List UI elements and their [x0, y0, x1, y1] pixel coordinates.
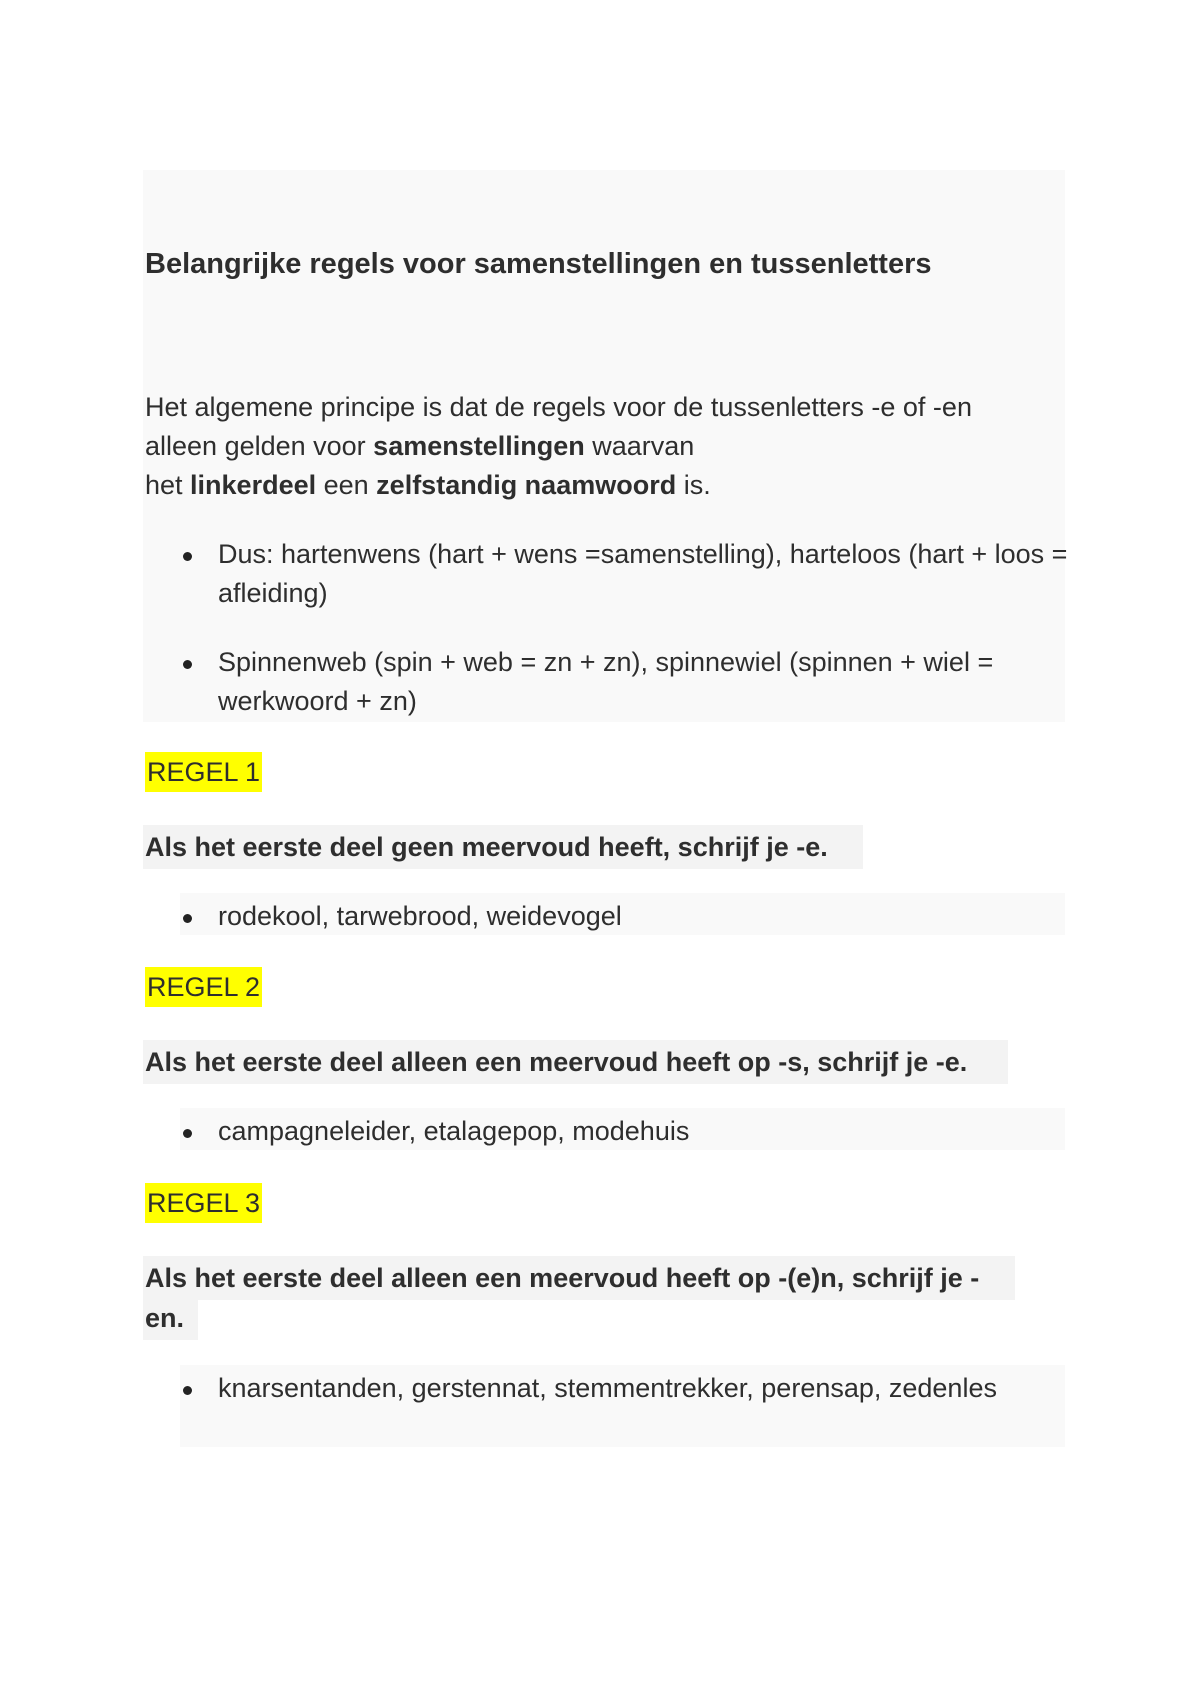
rule-label: REGEL 1	[145, 752, 262, 792]
intro-text: een	[316, 470, 377, 500]
rule-text: Als het eerste deel alleen een meervoud heeft op -(e)n, schrijf je -en.	[145, 1263, 980, 1333]
rule-label: REGEL 3	[145, 1183, 262, 1223]
intro-text: is.	[676, 470, 711, 500]
list-item: rodekool, tarwebrood, weidevogel	[218, 901, 622, 931]
bullet-icon	[183, 914, 192, 923]
rule-label: REGEL 2	[145, 967, 262, 1007]
bullet-icon	[183, 660, 192, 669]
intro-bold-term: zelfstandig naamwoord	[376, 470, 677, 500]
intro-bold-term: samenstellingen	[373, 431, 585, 461]
page-title: Belangrijke regels voor samenstellingen en tussenletters	[145, 248, 932, 280]
list-item: Dus: hartenwens (hart + wens =samenstelling), harteloos (hart + loos = afleiding)	[218, 539, 1068, 608]
intro-bold-term: linkerdeel	[190, 470, 317, 500]
intro-text: het	[145, 470, 191, 500]
bullet-icon	[183, 1129, 192, 1138]
rule-text: Als het eerste deel alleen een meervoud heeft op -s, schrijf je -e.	[145, 1047, 968, 1077]
intro-text: waarvan	[584, 431, 695, 461]
bullet-icon	[183, 1386, 192, 1395]
list-item: knarsentanden, gerstennat, stemmentrekker, perensap, zedenles	[218, 1373, 997, 1403]
list-item: Spinnenweb (spin + web = zn + zn), spinnewiel (spinnen + wiel = werkwoord + zn)	[218, 647, 994, 716]
intro-text: Het algemene principe is dat de regels voor de tussenletters -e of -en alleen gelden voor	[145, 392, 972, 461]
list-item: campagneleider, etalagepop, modehuis	[218, 1116, 690, 1146]
rule-text: Als het eerste deel geen meervoud heeft, schrijf je -e.	[145, 832, 828, 862]
intro-paragraph	[145, 388, 1045, 505]
bullet-icon	[183, 552, 192, 561]
